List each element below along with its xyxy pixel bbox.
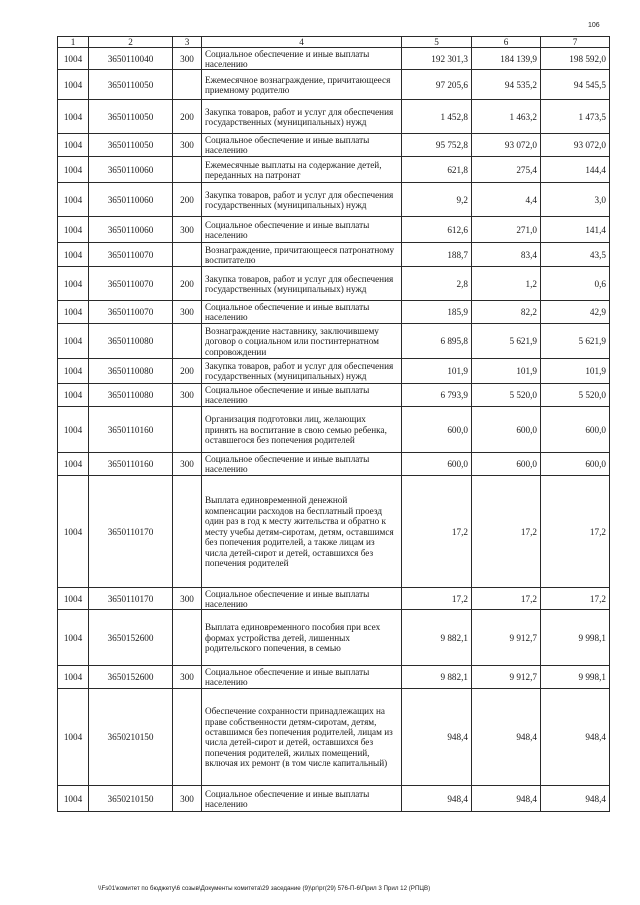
header-col-7: 7 bbox=[541, 37, 610, 48]
cell-year-2: 948,4 bbox=[472, 786, 541, 812]
table-row bbox=[58, 217, 610, 243]
cell-year-1: 97 205,6 bbox=[402, 70, 472, 100]
cell-year-2: 1,2 bbox=[472, 267, 541, 301]
cell-year-3: 43,5 bbox=[541, 243, 610, 267]
cell-description: Закупка товаров, работ и услуг для обеспечения государственных (муниципальных) нужд bbox=[202, 267, 402, 301]
cell-section: 1004 bbox=[58, 666, 89, 689]
header-col-3: 3 bbox=[173, 37, 202, 48]
table-row bbox=[58, 476, 610, 588]
cell-description: Закупка товаров, работ и услуг для обеспечения государственных (муниципальных) нужд bbox=[202, 100, 402, 134]
cell-subsection: 3650110160 bbox=[89, 407, 173, 453]
cell-year-2: 275,4 bbox=[472, 157, 541, 183]
cell-year-3: 141,4 bbox=[541, 217, 610, 243]
table-row bbox=[58, 157, 610, 183]
cell-section: 1004 bbox=[58, 301, 89, 324]
cell-subsection: 3650110070 bbox=[89, 267, 173, 301]
cell-year-1: 101,9 bbox=[402, 359, 472, 384]
cell-year-1: 6 793,9 bbox=[402, 384, 472, 407]
cell-year-2: 600,0 bbox=[472, 407, 541, 453]
cell-subsection: 3650110070 bbox=[89, 301, 173, 324]
header-col-4: 4 bbox=[202, 37, 402, 48]
cell-year-1: 17,2 bbox=[402, 476, 472, 588]
cell-type-code bbox=[173, 157, 202, 183]
cell-type-code: 300 bbox=[173, 301, 202, 324]
cell-year-1: 612,6 bbox=[402, 217, 472, 243]
cell-year-2: 5 520,0 bbox=[472, 384, 541, 407]
cell-section: 1004 bbox=[58, 183, 89, 217]
cell-subsection: 3650110070 bbox=[89, 243, 173, 267]
cell-year-2: 17,2 bbox=[472, 588, 541, 610]
cell-type-code: 200 bbox=[173, 100, 202, 134]
cell-year-3: 9 998,1 bbox=[541, 666, 610, 689]
header-col-6: 6 bbox=[472, 37, 541, 48]
header-col-2: 2 bbox=[89, 37, 173, 48]
cell-type-code bbox=[173, 407, 202, 453]
cell-year-1: 948,4 bbox=[402, 689, 472, 786]
cell-subsection: 3650110170 bbox=[89, 476, 173, 588]
cell-year-1: 9 882,1 bbox=[402, 666, 472, 689]
cell-year-1: 2,8 bbox=[402, 267, 472, 301]
cell-type-code: 300 bbox=[173, 48, 202, 70]
cell-description: Закупка товаров, работ и услуг для обеспечения государственных (муниципальных) нужд bbox=[202, 359, 402, 384]
cell-section: 1004 bbox=[58, 324, 89, 359]
cell-description: Вознаграждение наставнику, заключившему договор о социальном или постинтернатном сопровождении bbox=[202, 324, 402, 359]
cell-type-code bbox=[173, 324, 202, 359]
cell-description: Социальное обеспечение и иные выплаты населению bbox=[202, 384, 402, 407]
cell-subsection: 3650152600 bbox=[89, 666, 173, 689]
cell-section: 1004 bbox=[58, 588, 89, 610]
cell-year-1: 1 452,8 bbox=[402, 100, 472, 134]
cell-type-code: 300 bbox=[173, 666, 202, 689]
cell-section: 1004 bbox=[58, 407, 89, 453]
cell-description: Социальное обеспечение и иные выплаты населению bbox=[202, 217, 402, 243]
cell-description: Закупка товаров, работ и услуг для обеспечения государственных (муниципальных) нужд bbox=[202, 183, 402, 217]
cell-year-3: 948,4 bbox=[541, 786, 610, 812]
cell-section: 1004 bbox=[58, 217, 89, 243]
table-row bbox=[58, 786, 610, 812]
cell-year-2: 17,2 bbox=[472, 476, 541, 588]
cell-year-3: 600,0 bbox=[541, 453, 610, 476]
cell-section: 1004 bbox=[58, 453, 89, 476]
cell-year-2: 83,4 bbox=[472, 243, 541, 267]
cell-subsection: 3650110050 bbox=[89, 70, 173, 100]
table-row bbox=[58, 588, 610, 610]
cell-year-1: 6 895,8 bbox=[402, 324, 472, 359]
cell-year-3: 101,9 bbox=[541, 359, 610, 384]
cell-year-2: 600,0 bbox=[472, 453, 541, 476]
table-row bbox=[58, 324, 610, 359]
cell-section: 1004 bbox=[58, 610, 89, 666]
table-row bbox=[58, 243, 610, 267]
page-number: 106 bbox=[588, 22, 600, 29]
cell-section: 1004 bbox=[58, 243, 89, 267]
cell-description: Выплата единовременной денежной компенсации расходов на бесплатный проезд один раз в год к месту жительства и обратно к месту учебы детям-сиротам, детям, оставшимся без попечения родителей, а также лицам из числа детей-сирот и детей, оставшихся без попечения родителей bbox=[202, 476, 402, 588]
cell-subsection: 3650110060 bbox=[89, 183, 173, 217]
cell-subsection: 3650110080 bbox=[89, 324, 173, 359]
budget-table bbox=[57, 36, 610, 812]
cell-type-code: 200 bbox=[173, 183, 202, 217]
cell-year-1: 95 752,8 bbox=[402, 134, 472, 157]
cell-year-1: 185,9 bbox=[402, 301, 472, 324]
cell-type-code: 300 bbox=[173, 453, 202, 476]
cell-section: 1004 bbox=[58, 786, 89, 812]
cell-description: Социальное обеспечение и иные выплаты населению bbox=[202, 134, 402, 157]
cell-type-code: 300 bbox=[173, 588, 202, 610]
cell-type-code bbox=[173, 243, 202, 267]
cell-subsection: 3650110080 bbox=[89, 384, 173, 407]
cell-subsection: 3650110080 bbox=[89, 359, 173, 384]
cell-year-2: 5 621,9 bbox=[472, 324, 541, 359]
cell-section: 1004 bbox=[58, 134, 89, 157]
cell-section: 1004 bbox=[58, 267, 89, 301]
cell-description: Социальное обеспечение и иные выплаты населению bbox=[202, 588, 402, 610]
cell-description: Социальное обеспечение и иные выплаты населению bbox=[202, 301, 402, 324]
cell-year-2: 184 139,9 bbox=[472, 48, 541, 70]
cell-description: Обеспечение сохранности принадлежащих на праве собственности детям-сиротам, детям, оставшимся без попечения родителей, лицам из числа детей-сирот и детей, оставшихся без попечения родителей, жилых помещений, включая их ремонт (в том числе капитальный) bbox=[202, 689, 402, 786]
cell-year-3: 42,9 bbox=[541, 301, 610, 324]
cell-section: 1004 bbox=[58, 48, 89, 70]
cell-type-code bbox=[173, 610, 202, 666]
cell-year-1: 9 882,1 bbox=[402, 610, 472, 666]
cell-year-2: 4,4 bbox=[472, 183, 541, 217]
table-row bbox=[58, 100, 610, 134]
table-row bbox=[58, 267, 610, 301]
cell-year-2: 271,0 bbox=[472, 217, 541, 243]
table-row bbox=[58, 301, 610, 324]
cell-subsection: 3650110060 bbox=[89, 217, 173, 243]
table-row bbox=[58, 384, 610, 407]
cell-subsection: 3650210150 bbox=[89, 689, 173, 786]
cell-type-code: 200 bbox=[173, 359, 202, 384]
cell-year-3: 5 520,0 bbox=[541, 384, 610, 407]
cell-year-3: 5 621,9 bbox=[541, 324, 610, 359]
cell-description: Организация подготовки лиц, желающих принять на воспитание в свою семью ребенка, оставшегося без попечения родителей bbox=[202, 407, 402, 453]
cell-year-1: 9,2 bbox=[402, 183, 472, 217]
table-row bbox=[58, 610, 610, 666]
cell-year-2: 94 535,2 bbox=[472, 70, 541, 100]
header-col-5: 5 bbox=[402, 37, 472, 48]
cell-year-1: 17,2 bbox=[402, 588, 472, 610]
cell-description: Ежемесячные выплаты на содержание детей, переданных на патронат bbox=[202, 157, 402, 183]
table-row bbox=[58, 359, 610, 384]
cell-type-code: 300 bbox=[173, 134, 202, 157]
cell-subsection: 3650110060 bbox=[89, 157, 173, 183]
cell-description: Социальное обеспечение и иные выплаты населению bbox=[202, 786, 402, 812]
cell-subsection: 3650110160 bbox=[89, 453, 173, 476]
cell-type-code: 300 bbox=[173, 217, 202, 243]
cell-section: 1004 bbox=[58, 476, 89, 588]
cell-year-3: 17,2 bbox=[541, 476, 610, 588]
cell-subsection: 3650152600 bbox=[89, 610, 173, 666]
cell-year-3: 144,4 bbox=[541, 157, 610, 183]
header-col-1: 1 bbox=[58, 37, 89, 48]
cell-type-code bbox=[173, 70, 202, 100]
cell-subsection: 3650110050 bbox=[89, 134, 173, 157]
table-row bbox=[58, 453, 610, 476]
cell-year-3: 17,2 bbox=[541, 588, 610, 610]
cell-section: 1004 bbox=[58, 359, 89, 384]
cell-section: 1004 bbox=[58, 689, 89, 786]
cell-year-3: 0,6 bbox=[541, 267, 610, 301]
cell-year-3: 3,0 bbox=[541, 183, 610, 217]
cell-year-3: 948,4 bbox=[541, 689, 610, 786]
cell-subsection: 3650110170 bbox=[89, 588, 173, 610]
cell-type-code: 200 bbox=[173, 267, 202, 301]
cell-year-1: 621,8 bbox=[402, 157, 472, 183]
cell-year-3: 600,0 bbox=[541, 407, 610, 453]
cell-year-3: 9 998,1 bbox=[541, 610, 610, 666]
cell-year-3: 198 592,0 bbox=[541, 48, 610, 70]
header-row bbox=[58, 37, 610, 48]
cell-year-2: 93 072,0 bbox=[472, 134, 541, 157]
cell-subsection: 3650110040 bbox=[89, 48, 173, 70]
table-row bbox=[58, 407, 610, 453]
cell-type-code: 300 bbox=[173, 384, 202, 407]
table-row bbox=[58, 134, 610, 157]
cell-description: Выплата единовременного пособия при всех формах устройства детей, лишенных родительского попечения, в семью bbox=[202, 610, 402, 666]
table-row bbox=[58, 48, 610, 70]
cell-year-3: 94 545,5 bbox=[541, 70, 610, 100]
cell-section: 1004 bbox=[58, 70, 89, 100]
cell-type-code bbox=[173, 476, 202, 588]
cell-year-2: 9 912,7 bbox=[472, 666, 541, 689]
cell-year-1: 948,4 bbox=[402, 786, 472, 812]
cell-year-2: 948,4 bbox=[472, 689, 541, 786]
cell-description: Социальное обеспечение и иные выплаты населению bbox=[202, 453, 402, 476]
table-row bbox=[58, 183, 610, 217]
cell-section: 1004 bbox=[58, 384, 89, 407]
cell-year-1: 188,7 bbox=[402, 243, 472, 267]
cell-year-1: 192 301,3 bbox=[402, 48, 472, 70]
cell-description: Ежемесячное вознаграждение, причитающееся приемному родителю bbox=[202, 70, 402, 100]
cell-year-1: 600,0 bbox=[402, 453, 472, 476]
cell-year-3: 1 473,5 bbox=[541, 100, 610, 134]
cell-section: 1004 bbox=[58, 100, 89, 134]
cell-type-code: 300 bbox=[173, 786, 202, 812]
cell-section: 1004 bbox=[58, 157, 89, 183]
table-row bbox=[58, 70, 610, 100]
cell-type-code bbox=[173, 689, 202, 786]
cell-description: Вознаграждение, причитающееся патронатному воспитателю bbox=[202, 243, 402, 267]
footer-file-path: \\Fs01\комитет по бюджету\6 созыв\Документы комитета\29 заседание (9)\рг\рг(29) 576-П-6\Прил 3 Прил 12 (РПЦВ) bbox=[98, 885, 431, 892]
cell-year-1: 600,0 bbox=[402, 407, 472, 453]
cell-year-2: 101,9 bbox=[472, 359, 541, 384]
cell-year-2: 82,2 bbox=[472, 301, 541, 324]
cell-subsection: 3650110050 bbox=[89, 100, 173, 134]
table-row bbox=[58, 689, 610, 786]
cell-description: Социальное обеспечение и иные выплаты населению bbox=[202, 48, 402, 70]
cell-year-2: 1 463,2 bbox=[472, 100, 541, 134]
cell-year-2: 9 912,7 bbox=[472, 610, 541, 666]
cell-subsection: 3650210150 bbox=[89, 786, 173, 812]
table-row bbox=[58, 666, 610, 689]
cell-year-3: 93 072,0 bbox=[541, 134, 610, 157]
cell-description: Социальное обеспечение и иные выплаты населению bbox=[202, 666, 402, 689]
